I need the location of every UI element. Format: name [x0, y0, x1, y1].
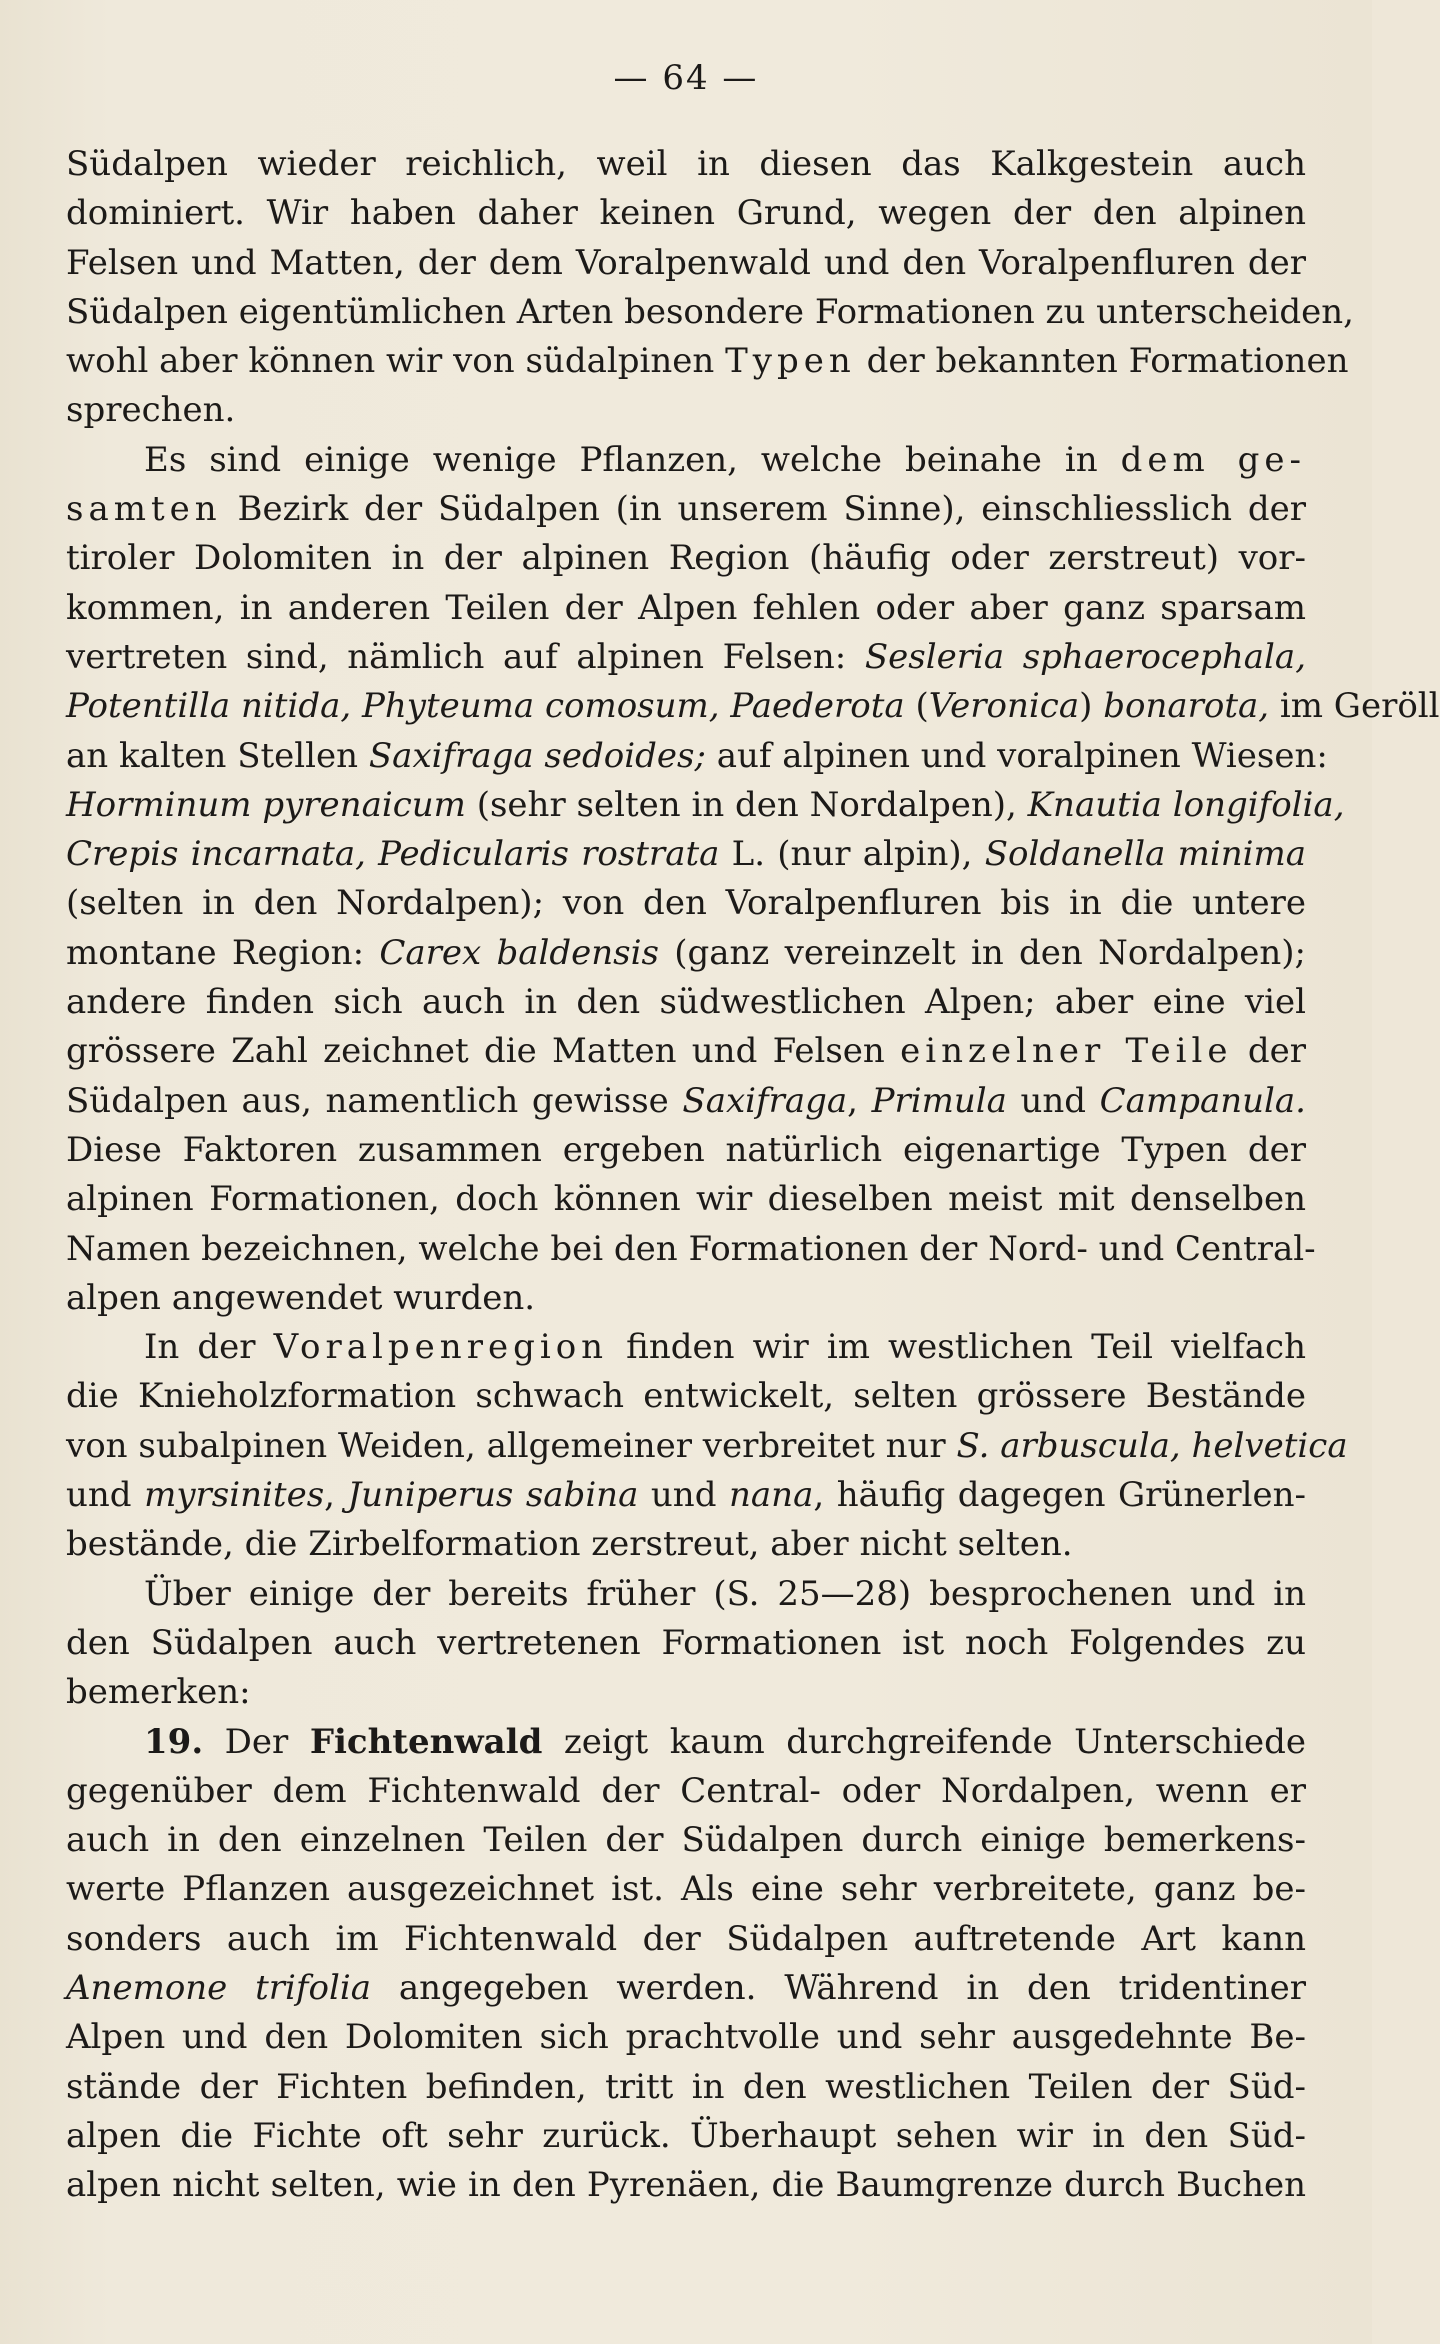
text-segment: Südalpen aus, namentlich gewisse [66, 1080, 683, 1121]
text-segment: dominiert. Wir haben daher keinen Grund, wegen der den alpinen [66, 193, 1306, 234]
text-segment: der bekannten Formationen [855, 341, 1349, 382]
text-line [66, 485, 1306, 534]
text-line [66, 1372, 1306, 1421]
italic-text: Juniperus sabina [347, 1475, 639, 1516]
text-segment: bestände, die Zirbelformation zerstreut, aber nicht selten. [66, 1524, 1073, 1565]
italic-text: Crepis incarnata, Pedicularis rostrata [66, 834, 720, 875]
text-segment: In der [144, 1327, 274, 1368]
text-line [66, 584, 1306, 633]
text-line [66, 1225, 1316, 1274]
text-segment: stände der Fichten befinden, tritt in den westlichen Teilen der Süd- [66, 2066, 1306, 2107]
italic-text: Horminum pyrenaicum [66, 784, 466, 825]
text-segment: Der [203, 1721, 310, 1762]
bold-text: Fichtenwald [309, 1721, 543, 1762]
text-segment: auch in den einzelnen Teilen der Südalpen durch einige bemerkens- [66, 1820, 1306, 1861]
italic-text: Veronica [928, 686, 1080, 727]
text-segment: Diese Faktoren zusammen ergeben natürlich eigenartige Typen der [66, 1129, 1306, 1170]
spaced-text: dem ge- [1120, 439, 1306, 480]
text-line [66, 2013, 1306, 2062]
text-segment: Bezirk der Südalpen (in unserem Sinne), einschliesslich der [221, 489, 1306, 530]
text-line [66, 1520, 1306, 1569]
text-segment: alpen nicht selten, wie in den Pyrenäen, die Baumgrenze durch Buchen [66, 2165, 1306, 2206]
page-number: — 64 — [613, 58, 759, 98]
text-segment: (selten in den Nordalpen); von den Voralpenfluren bis in die untere [66, 883, 1306, 924]
bold-text: 19. [144, 1721, 204, 1762]
text-segment: und [638, 1475, 730, 1516]
text-line [66, 1274, 1306, 1323]
text-line [66, 140, 1306, 189]
text-line [66, 386, 1306, 435]
text-segment: , [847, 1080, 872, 1121]
text-segment: tiroler Dolomiten in der alpinen Region (häufig oder zerstreut) vor- [66, 538, 1306, 579]
text-segment: angegeben werden. Während in den tridentiner [371, 1967, 1306, 2008]
spaced-text: Typen [725, 341, 856, 382]
text-line [66, 682, 1440, 731]
text-line [66, 1323, 1306, 1372]
italic-text: Knautia longifolia, [1027, 784, 1345, 825]
text-segment: die Knieholzformation schwach entwickelt, selten grössere Bestände [66, 1376, 1306, 1417]
text-segment: montane Region: [66, 932, 380, 973]
text-segment: Über einige der bereits früher (S. 25—28) besprochenen und in [144, 1573, 1306, 1614]
text-segment: ) [1079, 686, 1104, 727]
italic-text: S. arbuscula, helvetica [956, 1425, 1348, 1466]
text-segment: finden wir im westlichen Teil vielfach [608, 1327, 1306, 1368]
italic-text: Saxifraga [682, 1080, 848, 1121]
text-segment: und [66, 1475, 145, 1516]
text-segment: Alpen und den Dolomiten sich prachtvolle und sehr ausgedehnte Be- [66, 2017, 1306, 2058]
text-segment: den Südalpen auch vertretenen Formationen ist noch Folgendes zu [66, 1622, 1306, 1663]
text-segment: grössere Zahl zeichnet die Matten und Felsen [66, 1031, 901, 1072]
text-segment: bemerken: [66, 1672, 251, 1713]
italic-text: Carex baldensis [379, 932, 659, 973]
text-line [66, 1865, 1306, 1914]
text-segment: gegenüber dem Fichtenwald der Central- oder Nordalpen, wenn er [66, 1770, 1306, 1811]
text-line [66, 1175, 1306, 1224]
text-line [66, 2112, 1306, 2161]
text-segment: Felsen und Matten, der dem Voralpenwald und den Voralpenfluren der [66, 242, 1306, 283]
spaced-text: einzelner Teile [900, 1031, 1233, 1072]
text-line [66, 1570, 1306, 1619]
text-line [66, 781, 1345, 830]
text-line [66, 288, 1354, 337]
text-line [66, 1126, 1306, 1175]
italic-text: Potentilla nitida, Phyteuma comosum, Paederota [66, 686, 905, 727]
text-segment: , häufig dagegen Grünerlen- [813, 1475, 1306, 1516]
text-line [66, 732, 1328, 781]
text-segment: sprechen. [66, 390, 236, 431]
spaced-text: samten [66, 489, 222, 530]
text-segment: , [324, 1475, 348, 1516]
text-line [66, 1767, 1306, 1816]
text-line [66, 436, 1306, 485]
body-text [66, 140, 1440, 2210]
text-line [66, 1471, 1306, 1520]
text-segment: Südalpen wieder reichlich, weil in diesen das Kalkgestein auch [66, 144, 1306, 184]
text-segment: zeigt kaum durchgreifende Unterschiede [542, 1721, 1306, 1762]
italic-text: nana [729, 1475, 814, 1516]
text-line [66, 1619, 1306, 1668]
text-segment: Es sind einige wenige Pflanzen, welche beinahe in [144, 439, 1121, 480]
text-line [66, 1964, 1306, 2013]
text-segment: auf alpinen und voralpinen Wiesen: [705, 735, 1328, 776]
text-line [66, 1816, 1306, 1865]
text-segment: Namen bezeichnen, welche bei den Formationen der Nord- und Central- [66, 1228, 1316, 1269]
text-line [66, 1915, 1306, 1964]
italic-text: Sesleria sphaerocephala, [864, 636, 1306, 677]
text-line [66, 1422, 1348, 1471]
text-line [66, 239, 1306, 288]
text-segment: kommen, in anderen Teilen der Alpen fehlen oder aber ganz sparsam [66, 587, 1306, 628]
text-segment: ( [904, 686, 929, 727]
text-segment: andere finden sich auch in den südwestlichen Alpen; aber eine viel [66, 982, 1306, 1023]
text-line [66, 2063, 1306, 2112]
text-segment: (sehr selten in den Nordalpen), [465, 784, 1028, 825]
italic-text: Soldanella minima [984, 834, 1306, 875]
italic-text: myrsinites [144, 1475, 325, 1516]
text-segment: im Geröll [1269, 686, 1440, 727]
italic-text: bonarota, [1103, 686, 1270, 727]
text-line [66, 2161, 1306, 2210]
text-line [66, 1077, 1306, 1126]
text-line [66, 189, 1306, 238]
text-segment: (ganz vereinzelt in den Nordalpen); [658, 932, 1307, 973]
text-line [66, 1718, 1306, 1767]
text-segment: an kalten Stellen [66, 735, 369, 776]
text-line [66, 337, 1349, 386]
text-segment: wohl aber können wir von südalpinen [66, 341, 726, 382]
text-segment: alpinen Formationen, doch können wir dieselben meist mit denselben [66, 1179, 1306, 1220]
text-line [66, 929, 1306, 978]
text-segment: Südalpen eigentümlichen Arten besondere Formationen zu unterscheiden, [66, 291, 1354, 332]
spaced-text: Voralpenregion [273, 1327, 609, 1368]
text-line [66, 534, 1306, 583]
text-line [66, 830, 1306, 879]
italic-text: Campanula. [1099, 1080, 1306, 1121]
text-segment: vertreten sind, nämlich auf alpinen Felsen: [66, 636, 865, 677]
italic-text: Primula [871, 1080, 1007, 1121]
text-segment: alpen angewendet wurden. [66, 1277, 536, 1318]
text-line [66, 879, 1306, 928]
text-line [66, 978, 1306, 1027]
text-line [66, 633, 1306, 682]
text-segment: von subalpinen Weiden, allgemeiner verbreitet nur [66, 1425, 957, 1466]
italic-text: Anemone trifolia [66, 1967, 372, 2008]
text-segment: alpen die Fichte oft sehr zurück. Überhaupt sehen wir in den Süd- [66, 2115, 1306, 2156]
text-segment: und [1006, 1080, 1100, 1121]
text-segment: L. (nur alpin), [719, 834, 985, 875]
text-line [66, 1668, 1306, 1717]
text-segment: werte Pflanzen ausgezeichnet ist. Als eine sehr verbreitete, ganz be- [66, 1869, 1306, 1910]
text-segment: der [1232, 1031, 1306, 1072]
text-line [66, 1027, 1306, 1076]
italic-text: Saxifraga sedoides; [368, 735, 706, 776]
text-segment: sonders auch im Fichtenwald der Südalpen auftretende Art kann [66, 1918, 1306, 1959]
